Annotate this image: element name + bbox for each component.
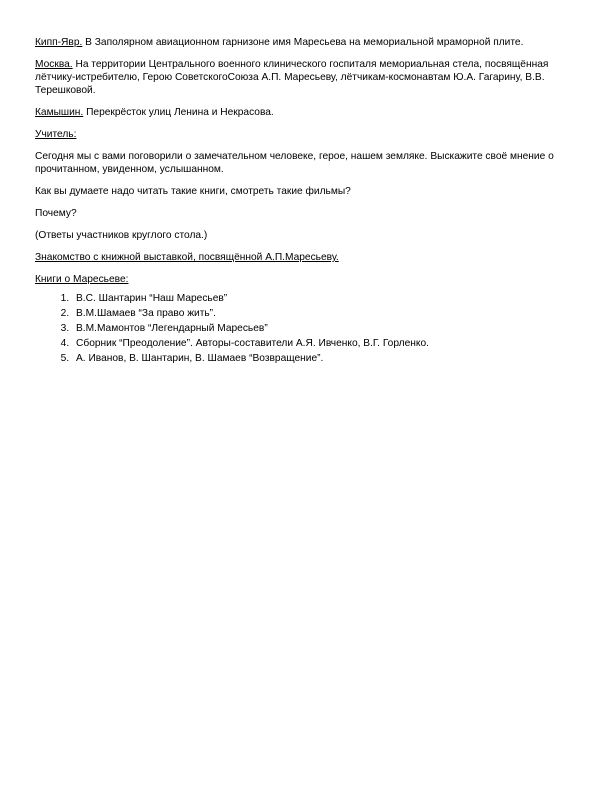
exhibition-heading: Знакомство с книжной выставкой, посвящённой А.П.Маресьеву.: [35, 252, 339, 263]
place-paragraph-kamyshin: [35, 106, 581, 119]
place-name: Кипп-Явр.: [35, 37, 83, 48]
place-name: Камышин.: [35, 107, 84, 118]
book-list: [35, 292, 581, 365]
list-item: 4. Сборник “Преодоление”. Авторы-составители А.Я. Ивченко, В.Г. Горленко.: [72, 337, 581, 350]
teacher-label: Учитель:: [35, 129, 77, 140]
answers-note: (Ответы участников круглого стола.): [35, 230, 208, 241]
list-item: 3. В.М.Мамонтов “Легендарный Маресьев”: [72, 322, 581, 335]
list-item: 2. В.М.Шамаев “За право жить”.: [72, 307, 581, 320]
place-paragraph-moscow: [35, 58, 581, 97]
question-read-books: Как вы думаете надо читать такие книги, смотреть такие фильмы?: [35, 186, 351, 197]
place-description: В Заполярном авиационном гарнизоне имя Маресьева на мемориальной мраморной плите.: [82, 37, 524, 48]
document-page: [35, 36, 581, 367]
place-description: На территории Центрального военного клинического госпиталя мемориальная стела, посвящённая лётчику-истребителю, Герою СоветскогоСоюза А.П. Маресьеву, лётчикам-космонавтам Ю.А. Гагарину, В.В. Терешковой.: [35, 59, 549, 96]
list-item: 1. В.С. Шантарин “Наш Маресьев”: [72, 292, 581, 305]
place-description: Перекрёсток улиц Ленина и Некрасова.: [83, 107, 274, 118]
books-title: Книги о Маресьеве:: [35, 274, 129, 285]
question-why: Почему?: [35, 208, 77, 219]
teacher-speech: Сегодня мы с вами поговорили о замечательном человеке, герое, нашем земляке. Выскажите своё мнение о прочитанном, увиденном, услышанном.: [35, 151, 554, 175]
place-name: Москва.: [35, 59, 73, 70]
list-item: 5. А. Иванов, В. Шантарин, В. Шамаев “Возвращение”.: [72, 352, 581, 365]
place-paragraph-kipp-yavr: [35, 36, 581, 49]
